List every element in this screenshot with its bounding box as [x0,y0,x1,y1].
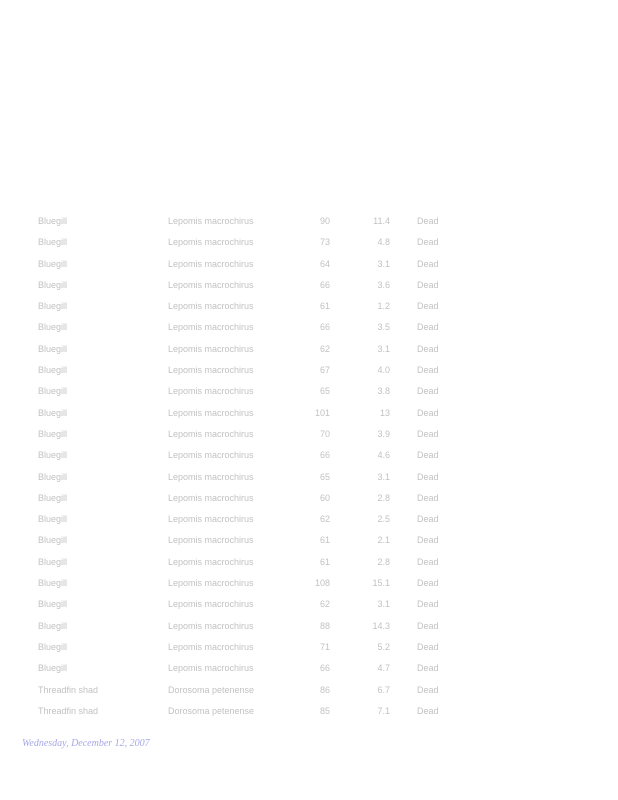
scientific-name-cell: Lepomis macrochirus [168,578,254,589]
common-name-cell: Threadfin shad [38,705,99,716]
scientific-name-cell: Dorosoma petenense [168,705,255,716]
scientific-name-cell: Lepomis macrochirus [168,279,254,290]
length-cell: 66 [319,450,330,461]
weight-cell: 3.8 [377,386,390,397]
length-cell: 64 [319,258,330,269]
status-cell: Dead [417,556,439,567]
status-cell: Dead [417,322,439,333]
length-cell: 73 [319,237,330,248]
length-cell: 65 [319,471,330,482]
weight-cell: 2.8 [377,556,390,567]
scientific-name-cell: Lepomis macrochirus [168,492,254,503]
table-row [0,658,618,679]
common-name-cell: Bluegill [38,237,68,248]
table-row [0,680,618,701]
status-cell: Dead [417,216,439,226]
weight-cell: 3.1 [377,599,390,610]
table-row [0,317,618,338]
scientific-name-cell: Lepomis macrochirus [168,365,254,376]
weight-cell: 13 [379,407,390,418]
scientific-name-cell: Lepomis macrochirus [168,386,254,397]
length-cell: 108 [314,578,330,589]
common-name-cell: Bluegill [38,514,68,525]
date-footer: Wednesday, December 12, 2007 [22,738,150,749]
length-cell: 86 [319,684,330,695]
scientific-name-cell: Lepomis macrochirus [168,620,254,631]
scientific-name-cell: Lepomis macrochirus [168,407,254,418]
table-row [0,424,618,445]
table-row [0,381,618,402]
common-name-cell: Bluegill [38,216,68,226]
table-row [0,296,618,317]
length-cell: 61 [319,556,330,567]
status-cell: Dead [417,428,439,439]
status-cell: Dead [417,237,439,248]
weight-cell: 6.7 [377,684,390,695]
length-cell: 67 [319,365,330,376]
weight-cell: 3.5 [377,322,390,333]
table-row [0,403,618,424]
scientific-name-cell: Lepomis macrochirus [168,216,254,226]
status-cell: Dead [417,578,439,589]
status-cell: Dead [417,386,439,397]
common-name-cell: Bluegill [38,620,68,631]
status-cell: Dead [417,620,439,631]
length-cell: 85 [319,705,330,716]
table-row [0,339,618,360]
length-cell: 62 [319,599,330,610]
weight-cell: 4.7 [377,663,390,674]
table-row [0,616,618,637]
weight-cell: 1.2 [377,301,390,312]
length-cell: 66 [319,663,330,674]
status-cell: Dead [417,684,439,695]
weight-cell: 3.6 [377,279,390,290]
weight-cell: 14.3 [372,620,390,631]
table-row [0,254,618,275]
scientific-name-cell: Dorosoma petenense [168,684,255,695]
scientific-name-cell: Lepomis macrochirus [168,237,254,248]
length-cell: 62 [319,343,330,354]
scientific-name-cell: Lepomis macrochirus [168,471,254,482]
scientific-name-cell: Lepomis macrochirus [168,450,254,461]
table-row [0,488,618,509]
scientific-name-cell: Lepomis macrochirus [168,641,254,652]
common-name-cell: Bluegill [38,663,68,674]
common-name-cell: Bluegill [38,386,68,397]
common-name-cell: Bluegill [38,428,68,439]
common-name-cell: Bluegill [38,578,68,589]
common-name-cell: Threadfin shad [38,684,99,695]
length-cell: 62 [319,514,330,525]
status-cell: Dead [417,663,439,674]
scientific-name-cell: Lepomis macrochirus [168,301,254,312]
status-cell: Dead [417,450,439,461]
weight-cell: 4.6 [377,450,390,461]
table-row [0,211,618,232]
length-cell: 66 [319,279,330,290]
scientific-name-cell: Lepomis macrochirus [168,258,254,269]
status-cell: Dead [417,279,439,290]
table-row [0,445,618,466]
weight-cell: 3.9 [377,428,390,439]
scientific-name-cell: Lepomis macrochirus [168,428,254,439]
common-name-cell: Bluegill [38,492,68,503]
weight-cell: 4.0 [377,365,390,376]
table-row [0,467,618,488]
length-cell: 90 [319,216,330,226]
table-row [0,637,618,658]
common-name-cell: Bluegill [38,365,68,376]
status-cell: Dead [417,407,439,418]
common-name-cell: Bluegill [38,407,68,418]
common-name-cell: Bluegill [38,599,68,610]
length-cell: 61 [319,301,330,312]
status-cell: Dead [417,301,439,312]
table-row [0,232,618,253]
common-name-cell: Bluegill [38,535,68,546]
status-cell: Dead [417,641,439,652]
status-cell: Dead [417,514,439,525]
status-cell: Dead [417,599,439,610]
weight-cell: 2.1 [377,535,390,546]
status-cell: Dead [417,705,439,716]
table-row [0,530,618,551]
length-cell: 101 [314,407,330,418]
status-cell: Dead [417,258,439,269]
common-name-cell: Bluegill [38,301,68,312]
table-row [0,509,618,530]
scientific-name-cell: Lepomis macrochirus [168,556,254,567]
length-cell: 71 [319,641,330,652]
common-name-cell: Bluegill [38,279,68,290]
common-name-cell: Bluegill [38,343,68,354]
table-row [0,275,618,296]
status-cell: Dead [417,492,439,503]
fish-data-table [0,211,618,722]
weight-cell: 2.5 [377,514,390,525]
common-name-cell: Bluegill [38,471,68,482]
table-row [0,594,618,615]
length-cell: 65 [319,386,330,397]
length-cell: 66 [319,322,330,333]
weight-cell: 4.8 [377,237,390,248]
weight-cell: 3.1 [377,343,390,354]
status-cell: Dead [417,343,439,354]
weight-cell: 7.1 [377,705,390,716]
common-name-cell: Bluegill [38,641,68,652]
scientific-name-cell: Lepomis macrochirus [168,343,254,354]
weight-cell: 3.1 [377,471,390,482]
scientific-name-cell: Lepomis macrochirus [168,322,254,333]
status-cell: Dead [417,471,439,482]
weight-cell: 11.4 [373,216,390,226]
length-cell: 61 [319,535,330,546]
common-name-cell: Bluegill [38,450,68,461]
weight-cell: 15.1 [372,578,390,589]
common-name-cell: Bluegill [38,322,68,333]
common-name-cell: Bluegill [38,258,68,269]
weight-cell: 5.2 [377,641,390,652]
common-name-cell: Bluegill [38,556,68,567]
scientific-name-cell: Lepomis macrochirus [168,599,254,610]
scientific-name-cell: Lepomis macrochirus [168,535,254,546]
weight-cell: 3.1 [377,258,390,269]
table-row [0,360,618,381]
scientific-name-cell: Lepomis macrochirus [168,514,254,525]
status-cell: Dead [417,365,439,376]
table-row [0,573,618,594]
length-cell: 70 [319,428,330,439]
table-row [0,552,618,573]
scientific-name-cell: Lepomis macrochirus [168,663,254,674]
status-cell: Dead [417,535,439,546]
length-cell: 88 [319,620,330,631]
table-row [0,701,618,722]
length-cell: 60 [319,492,330,503]
weight-cell: 2.8 [377,492,390,503]
